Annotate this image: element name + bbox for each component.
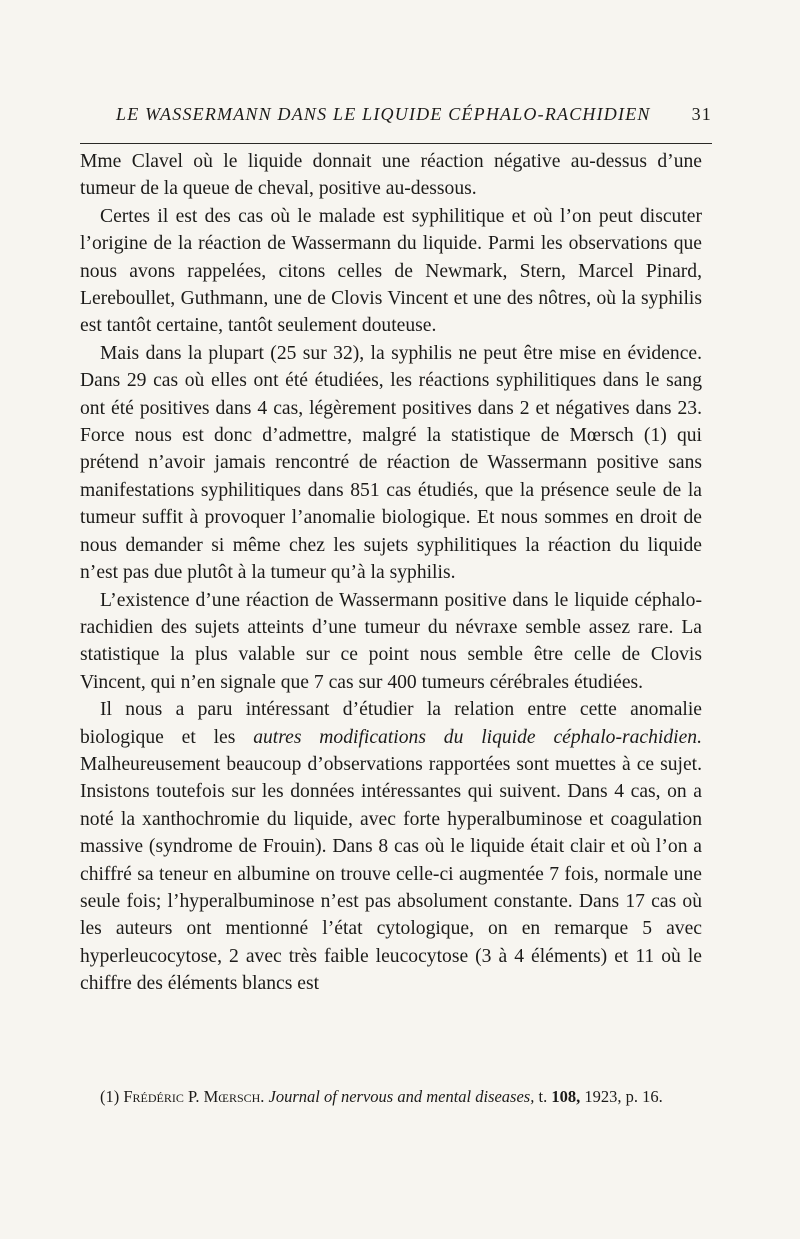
footnote-marker: (1) (100, 1087, 120, 1106)
paragraph-plupart: Mais dans la plupart (25 sur 32), la syphilis ne peut être mise en évidence. Dans 29 cas où elles ont été étudiées, les réactions syphilitiques dans le sang ont été positives dans 4 cas, légèrement positives dans 2 et négatives dans 23. Force nous est donc d’admettre, malgré la statistique de Mœrsch (1) qui prétend n’avoir jamais rencontré de réaction de Wassermann positive sans manifestations syphilitiques dans 851 cas étudiés, que la présence seule de la tumeur suffit à provoquer l’anomalie biologique. Et nous sommes en droit de nous demander si même chez les sujets syphilitiques la réaction du liquide n’est pas due plutôt à la tumeur qu’à la syphilis. (80, 342, 702, 584)
footnote-volume-prefix: t. (538, 1087, 548, 1106)
page-number: 31 (691, 104, 712, 124)
paragraph-relation (80, 696, 702, 997)
relation-text-end: Malheureusement beaucoup d’observations rapportées sont muettes à ce sujet. Insistons toutefois sur les données intéressantes qui suivent. Dans 4 cas, on a noté la xanthochromie du liquide, avec forte hyperalbuminose et coagulation massive (syndrome de Frouin). Dans 8 cas où le liquide était clair et où l’on a chiffré sa teneur en albumine on trouve celle-ci augmentée 7 fois, normale une seule fois; l’hyperalbuminose n’est pas absolument constante. Dans 17 cas où les auteurs ont mentionné l’état cytologique, on en remarque 5 avec hyperleucocytose, 2 avec très faible leucocytose (3 à 4 éléments) et 11 où le chiffre des éléments blancs est (80, 753, 702, 995)
header-rule (80, 143, 712, 144)
footnote-author: Frédéric P. Mœrsch. (123, 1087, 265, 1106)
body-text (80, 148, 702, 998)
footnote-journal: Journal of nervous and mental diseases, (268, 1087, 535, 1106)
paragraph-existence: L’existence d’une réaction de Wassermann positive dans le liquide céphalo-rachidien des sujets atteints d’une tumeur du névraxe semble assez rare. La statistique la plus valable sur ce point nous semble être celle de Clovis Vincent, qui n’en signale que 7 cas sur 400 tumeurs cérébrales étudiées. (80, 589, 702, 693)
footnote-rest: 1923, p. 16. (584, 1087, 663, 1106)
relation-text-start: Il nous a paru intéressant d’étudier la relation entre cette anomalie biologique et les (80, 699, 702, 748)
footnote (80, 1085, 702, 1108)
running-header (116, 104, 712, 125)
running-title: LE WASSERMANN DANS LE LIQUIDE CÉPHALO-RACHIDIEN (116, 104, 651, 124)
paragraph-continuation: Mme Clavel où le liquide donnait une réaction négative au-dessus d’une tumeur de la queue de cheval, positive au-dessous. (80, 151, 702, 200)
relation-italic-phrase: autres modifications du liquide céphalo-rachidien. (253, 726, 702, 748)
paragraph-certes: Certes il est des cas où le malade est syphilitique et où l’on peut discuter l’origine de la réaction de Wassermann du liquide. Parmi les observations que nous avons rappelées, citons celles de Newmark, Stern, Marcel Pinard, Lereboullet, Guthmann, une de Clovis Vincent et une des nôtres, où la syphilis est tantôt certaine, tantôt seulement douteuse. (80, 205, 702, 337)
footnote-volume: 108, (551, 1087, 581, 1106)
